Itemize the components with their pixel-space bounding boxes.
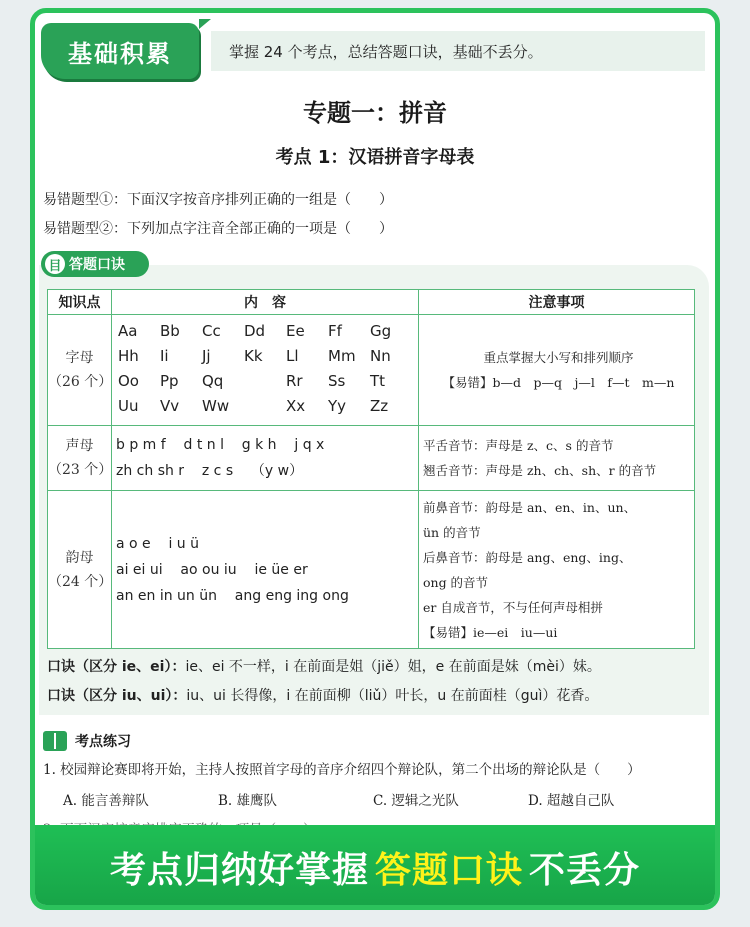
letter-cell: Pp <box>160 372 179 390</box>
letter-cell <box>244 372 286 393</box>
point-title: 考点 1：汉语拼音字母表 <box>275 147 475 168</box>
option-c: C. 逻辑之光队 <box>373 793 459 809</box>
letter-cell: Uu <box>118 397 139 415</box>
practice-options <box>63 789 683 809</box>
letter-cell: Ww <box>202 397 230 415</box>
finals-cell: a o e i u ü ai ei ui ao ou iu ie üe er an en in un ün ang eng ing ong <box>112 491 419 649</box>
table-header-row <box>48 290 695 315</box>
letter-cell: Ss <box>328 372 346 390</box>
page-frame <box>30 8 720 910</box>
section-tab: 基础积累 <box>41 23 199 79</box>
letter-cell: Bb <box>160 322 180 340</box>
letter-cell: Mm <box>328 347 356 365</box>
letter-cell: Ii <box>160 347 169 365</box>
list-icon: 目 <box>45 254 65 274</box>
option-d: D. 超越自己队 <box>528 793 615 809</box>
practice-title: 考点练习 <box>43 731 131 751</box>
letter-cell: Vv <box>160 397 180 415</box>
letter-cell: Xx <box>286 397 306 415</box>
kp-cell: 声母 （23 个） <box>48 426 112 491</box>
error-type-2: 易错题型②：下列加点字注音全部正确的一项是（ ） <box>43 221 393 237</box>
kp-cell: 字母 （26 个） <box>48 315 112 426</box>
option-a: A. 能言善辩队 <box>63 793 149 809</box>
letter-cell: Dd <box>244 322 266 340</box>
promo-banner: 考点归纳好掌握 答题口诀 不丢分 <box>35 825 715 910</box>
letter-cell: Aa <box>118 322 138 340</box>
pinyin-table <box>47 289 695 649</box>
mnemonic-ie-ei: 口诀（区分 ie、ei）：ie、ei 不一样，i 在前面是姐（jiě）姐，e 在前面是妹（mèi）妹。 <box>47 659 601 675</box>
letter-cell: Qq <box>202 372 224 390</box>
letter-cell: Rr <box>286 372 303 390</box>
error-type-1: 易错题型①：下面汉字按音序排列正确的一组是（ ） <box>43 192 393 208</box>
letter-cell: Zz <box>370 397 389 415</box>
letter-cell <box>244 397 286 418</box>
practice-question-1: 1. 校园辩论赛即将开始，主持人按照首字母的音序介绍四个辩论队，第二个出场的辩论队是（ ） <box>43 762 641 778</box>
letter-grid <box>112 318 418 422</box>
table-row-finals <box>48 491 695 649</box>
section-subtitle: 掌握 24 个考点，总结答题口诀，基础不丢分。 <box>211 31 705 71</box>
header-notes: 注意事项 <box>419 290 695 315</box>
letter-cell: Yy <box>328 397 347 415</box>
letter-cell: Ll <box>286 347 299 365</box>
letter-cell: Kk <box>244 347 263 365</box>
notes-cell: 平舌音节：声母是 z、c、s 的音节 翘舌音节：声母是 zh、ch、sh、r 的音节 <box>419 426 695 491</box>
option-b: B. 雄鹰队 <box>218 793 278 809</box>
notes-cell: 前鼻音节：韵母是 an、en、in、un、 ün 的音节 后鼻音节：韵母是 ang、eng、ing、 ong 的音节 er 自成音节，不与任何声母相拼 【易错】ie—ei iu—ui <box>419 491 695 649</box>
letter-cell: Ff <box>328 322 342 340</box>
letter-cell: Ee <box>286 322 305 340</box>
badge-label: 答题口诀 <box>69 257 125 273</box>
initials-cell: b p m f d t n l g k h j q x zh ch sh r z c s （y w） <box>112 426 419 491</box>
table-row-initials <box>48 426 695 491</box>
letter-cell: Cc <box>202 322 221 340</box>
notes-cell: 重点掌握大小写和排列顺序 【易错】b—d p—q j—l f—t m—n <box>419 315 695 426</box>
mnemonic-iu-ui: 口诀（区分 iu、ui）：iu、ui 长得像，i 在前面柳（liǔ）叶长，u 在前面桂（guì）花香。 <box>47 688 599 704</box>
letter-cell: Jj <box>202 347 211 365</box>
letter-cell: Hh <box>118 347 139 365</box>
letters-cell <box>112 315 419 426</box>
kp-cell: 韵母 （24 个） <box>48 491 112 649</box>
letter-cell: Gg <box>370 322 392 340</box>
letter-cell: Nn <box>370 347 391 365</box>
header-content: 内 容 <box>112 290 419 315</box>
header-kp: 知识点 <box>48 290 112 315</box>
letter-cell: Oo <box>118 372 139 390</box>
topic-title: 专题一：拼音 <box>303 98 447 127</box>
table-row-letters <box>48 315 695 426</box>
banner-highlight: 答题口诀 <box>374 850 523 891</box>
book-icon <box>43 731 67 751</box>
letter-cell: Tt <box>370 372 386 390</box>
mnemonic-badge <box>41 251 149 277</box>
tab-fold-decoration <box>199 19 211 29</box>
